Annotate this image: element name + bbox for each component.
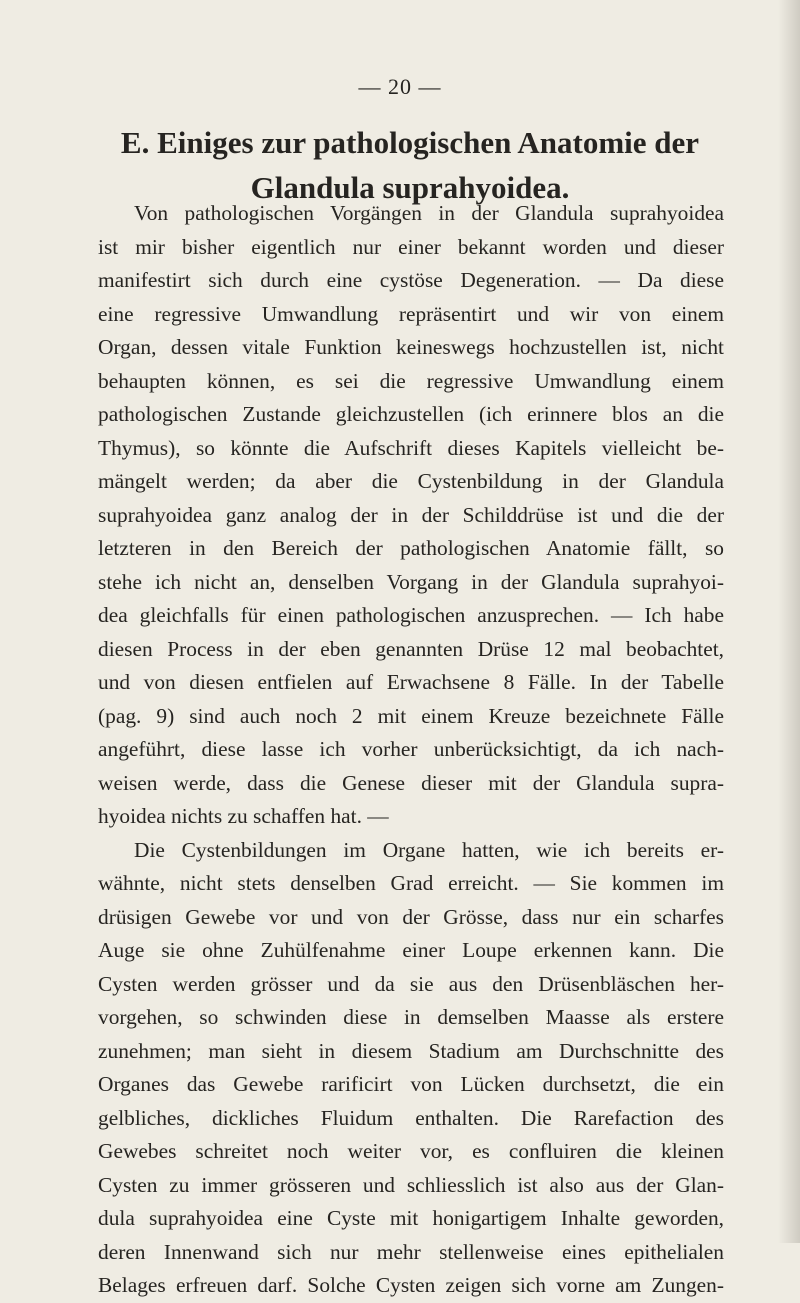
text-line: gelbliches, dickliches Fluidum enthalten. Die Rarefaction des	[98, 1105, 724, 1130]
text-line: Thymus), so könnte die Aufschrift dieses Kapitels vielleicht be-	[98, 435, 724, 460]
text-line: ist mir bisher eigentlich nur einer bekannt worden und dieser	[98, 234, 724, 259]
text-line: Organes das Gewebe rarificirt von Lücken durchsetzt, die ein	[98, 1072, 724, 1096]
text-line: dea gleichfalls für einen pathologischen anzusprechen. — Ich habe	[98, 603, 724, 627]
text-line: Cysten zu immer grösseren und schliesslich ist also aus der Glan-	[98, 1172, 724, 1197]
heading-line-2: Glandula suprahyoidea.	[250, 170, 570, 205]
text-line: eine regressive Umwandlung repräsentirt und wir von einem	[98, 301, 724, 326]
text-line: Gewebes schreitet noch weiter vor, es confluiren die kleinen	[98, 1139, 724, 1163]
text-line: hyoidea nichts zu schaffen hat. —	[98, 804, 389, 828]
page-number: — 20 —	[358, 74, 442, 99]
text-line: Von pathologischen Vorgängen in der Glandula suprahyoidea	[134, 201, 724, 225]
text-line: (pag. 9) sind auch noch 2 mit einem Kreuze bezeichnete Fälle	[98, 703, 724, 728]
text-line: Die Cystenbildungen im Organe hatten, wie ich bereits er-	[134, 837, 724, 862]
heading-line-1: E. Einiges zur pathologischen Anatomie der	[120, 125, 700, 160]
text-line: pathologischen Zustande gleichzustellen (ich erinnere blos an die	[98, 402, 724, 426]
text-line: wähnte, nicht stets denselben Grad erreicht. — Sie kommen im	[98, 871, 724, 895]
text-line: angeführt, diese lasse ich vorher unberücksichtigt, da ich nach-	[98, 737, 724, 761]
text-line: diesen Process in der eben genannten Drüse 12 mal beobachtet,	[98, 636, 724, 661]
text-line: und von diesen entfielen auf Erwachsene 8 Fälle. In der Tabelle	[98, 670, 724, 694]
text-line: behaupten können, es sei die regressive Umwandlung einem	[98, 368, 724, 393]
text-line: Organ, dessen vitale Funktion keineswegs hochzustellen ist, nicht	[98, 335, 724, 359]
body-text	[98, 197, 724, 1303]
text-line: letzteren in den Bereich der pathologischen Anatomie fällt, so	[98, 536, 724, 560]
page-edge-shadow	[778, 0, 800, 1243]
text-line: Belages erfreuen darf. Solche Cysten zeigen sich vorne am Zungen-	[98, 1273, 724, 1297]
text-line: Cysten werden grösser und da sie aus den Drüsenbläschen her-	[98, 971, 724, 996]
text-line: zunehmen; man sieht in diesem Stadium am Durchschnitte des	[98, 1038, 724, 1063]
text-line: weisen werde, dass die Genese dieser mit der Glandula supra-	[98, 770, 724, 795]
text-line: mängelt werden; da aber die Cystenbildung in der Glandula	[98, 469, 724, 493]
text-line: Auge sie ohne Zuhülfenahme einer Loupe erkennen kann. Die	[98, 938, 724, 962]
text-line: dula suprahyoidea eine Cyste mit honigartigem Inhalte geworden,	[98, 1206, 724, 1230]
text-line: vorgehen, so schwinden diese in demselben Maasse als erstere	[98, 1005, 724, 1029]
text-line: stehe ich nicht an, denselben Vorgang in der Glandula suprahyoi-	[98, 569, 724, 594]
text-line: drüsigen Gewebe vor und von der Grösse, dass nur ein scharfes	[98, 904, 724, 929]
text-line: suprahyoidea ganz analog der in der Schilddrüse ist und die der	[98, 502, 724, 527]
text-line: deren Innenwand sich nur mehr stellenweise eines epithelialen	[98, 1239, 724, 1264]
text-line: manifestirt sich durch eine cystöse Degeneration. — Da diese	[98, 268, 724, 292]
